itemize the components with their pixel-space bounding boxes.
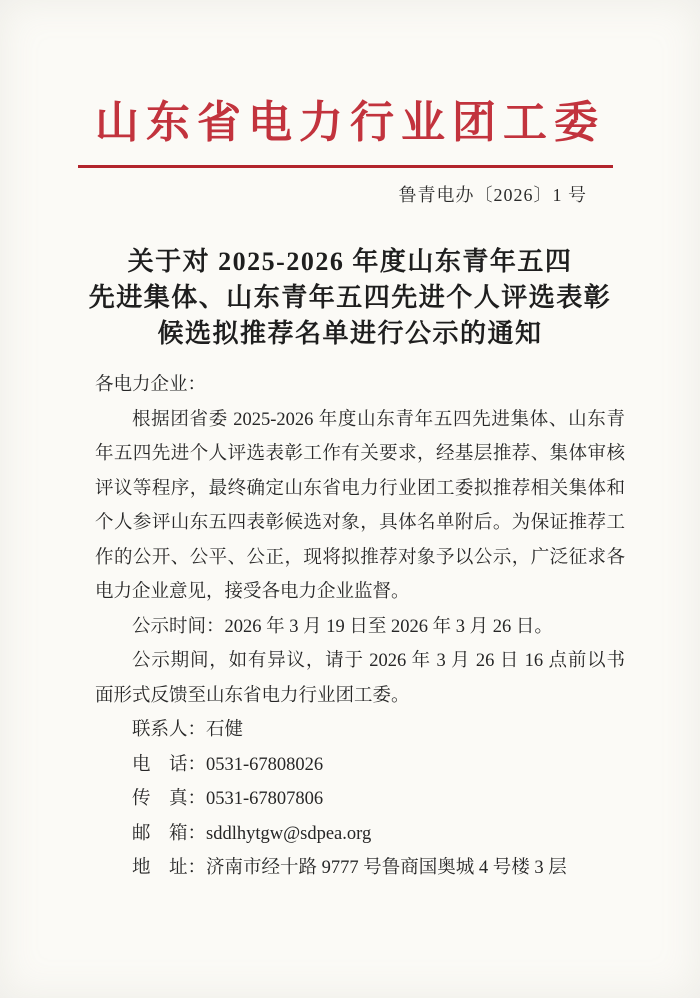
body-line: 面形式反馈至山东省电力行业团工委。: [95, 685, 410, 706]
contact-person-label: 联系人：: [132, 720, 207, 740]
contact-person-value: 石健: [206, 720, 244, 740]
body-line: 电力企业意见，接受各电力企业监督。: [95, 582, 410, 602]
body-line: 公示期间，如有异议，请于 2026 年 3 月 26 日 16 点前以书: [132, 651, 625, 671]
contact-fax-row: [95, 782, 625, 817]
contact-email-value: sddlhytgw@sdpea.org: [206, 823, 372, 844]
header-divider-rule: [78, 165, 613, 168]
notice-title-line: 候选拟推荐名单进行公示的通知: [157, 319, 543, 348]
body-line: 根据团省委 2025-2026 年度山东青年五四先进集体、山东青: [132, 409, 625, 430]
publicity-period-line: 公示时间：2026 年 3 月 19 日至 2026 年 3 月 26 日。: [132, 616, 553, 637]
salutation: 各电力企业：: [95, 375, 207, 395]
notice-title-line: 关于对 2025-2026 年度山东青年五四: [127, 247, 573, 276]
doc-number: 鲁青电办〔2026〕1 号: [398, 185, 587, 205]
contact-phone-row: [95, 748, 625, 783]
org-name-heading: 山东省电力行业团工委: [95, 98, 605, 147]
body-line: 评议等程序，最终确定山东省电力行业团工委拟推荐相关集体和: [95, 478, 625, 499]
contact-address-label: 地 址：: [132, 858, 207, 878]
body-line: 年五四先进个人评选表彰工作有关要求，经基层推荐、集体审核: [95, 444, 625, 464]
contact-phone-label: 电 话：: [132, 754, 207, 775]
contact-address-row: [95, 851, 625, 886]
contact-address-value: 济南市经十路 9777 号鲁商国奥城 4 号楼 3 层: [206, 858, 567, 878]
body-line: 个人参评山东五四表彰候选对象，具体名单附后。为保证推荐工: [95, 513, 625, 533]
notice-title: [0, 244, 700, 352]
contact-fax-label: 传 真：: [132, 789, 207, 809]
notice-body: [95, 368, 625, 886]
contact-email-row: [95, 817, 625, 852]
contact-email-label: 邮 箱：: [132, 823, 207, 844]
body-line: 作的公开、公平、公正，现将拟推荐对象予以公示，广泛征求各: [95, 547, 625, 568]
contact-phone-value: 0531-67808026: [206, 754, 324, 775]
contact-fax-value: 0531-67807806: [206, 789, 324, 809]
notice-title-line: 先进集体、山东青年五四先进个人评选表彰: [88, 283, 612, 312]
contact-person-row: [95, 713, 625, 748]
